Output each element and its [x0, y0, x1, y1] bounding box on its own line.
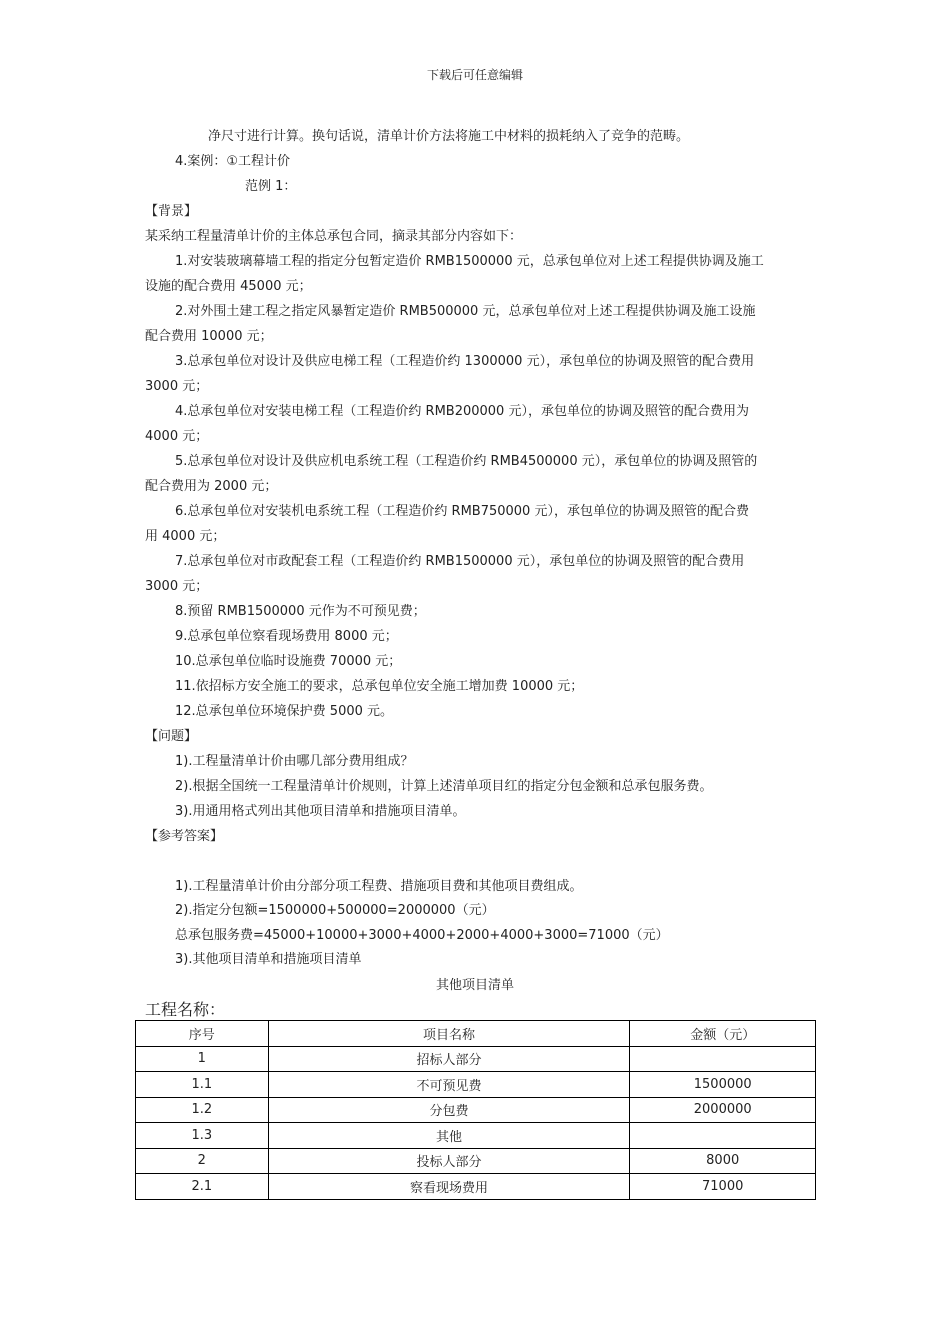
intro-line: 净尺寸进行计算。换句话说，清单计价方法将施工中材料的损耗纳入了竞争的范畴。 — [208, 129, 690, 144]
background-item-cont: 4000 元； — [145, 429, 209, 444]
intro-line: 4.案例：①工程计价 — [175, 154, 291, 169]
answers-heading: 【参考答案】 — [145, 829, 224, 844]
answer-item: 1).工程量清单计价由分部分项工程费、措施项目费和其他项目费组成。 — [175, 879, 583, 894]
table-cell: 8000 — [630, 1148, 816, 1174]
question-item: 2).根据全国统一工程量清单计价规则，计算上述清单项目红的指定分包金额和总承包服务费。 — [175, 779, 713, 794]
background-item-cont: 3000 元； — [145, 379, 209, 394]
background-item-cont: 3000 元； — [145, 579, 209, 594]
table-cell: 1.1 — [136, 1072, 269, 1098]
table-cell: 分包费 — [268, 1097, 630, 1123]
table-row — [136, 1174, 816, 1200]
background-item-cont: 设施的配合费用 45000 元； — [145, 279, 312, 294]
questions-heading: 【问题】 — [145, 729, 198, 744]
background-item: 7.总承包单位对市政配套工程（工程造价约 RMB1500000 元），承包单位的协调及照管的配合费用 — [175, 554, 745, 569]
table-cell — [630, 1046, 816, 1072]
background-lead: 某采纳工程量清单计价的主体总承包合同，摘录其部分内容如下： — [145, 229, 523, 244]
question-item: 1).工程量清单计价由哪几部分费用组成？ — [175, 754, 414, 769]
background-item-cont: 用 4000 元； — [145, 529, 226, 544]
table-cell: 招标人部分 — [268, 1046, 630, 1072]
background-item: 6.总承包单位对安装机电系统工程（工程造价约 RMB750000 元），承包单位的协调及照管的配合费 — [175, 504, 749, 519]
table-cell: 察看现场费用 — [268, 1174, 630, 1200]
background-item: 8.预留 RMB1500000 元作为不可预见费； — [175, 604, 426, 619]
table-cell — [630, 1123, 816, 1149]
background-item-cont: 配合费用为 2000 元； — [145, 479, 278, 494]
table-row — [136, 1072, 816, 1098]
table-row — [136, 1097, 816, 1123]
table-cell: 2000000 — [630, 1097, 816, 1123]
header-cell: 金额（元） — [630, 1021, 816, 1047]
intro-line: 范例 1： — [245, 179, 297, 194]
background-item: 2.对外围土建工程之指定风暴暂定造价 RMB500000 元，总承包单位对上述工程提供协调及施工设施 — [175, 304, 756, 319]
table-row — [136, 1046, 816, 1072]
background-item-cont: 配合费用 10000 元； — [145, 329, 273, 344]
table-row — [136, 1148, 816, 1174]
background-item: 4.总承包单位对安装电梯工程（工程造价约 RMB200000 元），承包单位的协调及照管的配合费用为 — [175, 404, 749, 419]
table-cell: 1.2 — [136, 1097, 269, 1123]
page-header: 下载后可任意编辑 — [426, 68, 523, 82]
header-cell: 项目名称 — [268, 1021, 630, 1047]
background-item: 12.总承包单位环境保护费 5000 元。 — [175, 704, 394, 719]
background-heading: 【背景】 — [145, 204, 198, 219]
table-cell: 不可预见费 — [268, 1072, 630, 1098]
other-items-table — [135, 1020, 816, 1200]
table-cell: 1 — [136, 1046, 269, 1072]
table-cell: 投标人部分 — [268, 1148, 630, 1174]
background-item: 11.依招标方安全施工的要求，总承包单位安全施工增加费 10000 元； — [175, 679, 584, 694]
background-item: 9.总承包单位察看现场费用 8000 元； — [175, 629, 398, 644]
table-cell: 2.1 — [136, 1174, 269, 1200]
table-row — [136, 1123, 816, 1149]
table-title: 其他项目清单 — [435, 978, 514, 993]
table-header-row — [136, 1021, 816, 1047]
answer-item: 总承包服务费=45000+10000+3000+4000+2000+4000+3000=71000（元） — [175, 928, 669, 943]
answer-item: 3).其他项目清单和措施项目清单 — [175, 952, 362, 967]
background-item: 1.对安装玻璃幕墙工程的指定分包暂定造价 RMB1500000 元，总承包单位对上述工程提供协调及施工 — [175, 254, 764, 269]
project-name-label: 工程名称： — [145, 1000, 226, 1019]
table-cell: 1500000 — [630, 1072, 816, 1098]
table-cell: 71000 — [630, 1174, 816, 1200]
background-item: 3.总承包单位对设计及供应电梯工程（工程造价约 1300000 元），承包单位的协调及照管的配合费用 — [175, 354, 755, 369]
background-item: 5.总承包单位对设计及供应机电系统工程（工程造价约 RMB4500000 元），承包单位的协调及照管的 — [175, 454, 758, 469]
table-cell: 2 — [136, 1148, 269, 1174]
table-cell: 1.3 — [136, 1123, 269, 1149]
table-cell: 其他 — [268, 1123, 630, 1149]
answer-item: 2).指定分包额=1500000+500000=2000000（元） — [175, 903, 495, 918]
header-cell: 序号 — [136, 1021, 269, 1047]
question-item: 3).用通用格式列出其他项目清单和措施项目清单。 — [175, 804, 466, 819]
background-item: 10.总承包单位临时设施费 70000 元； — [175, 654, 402, 669]
